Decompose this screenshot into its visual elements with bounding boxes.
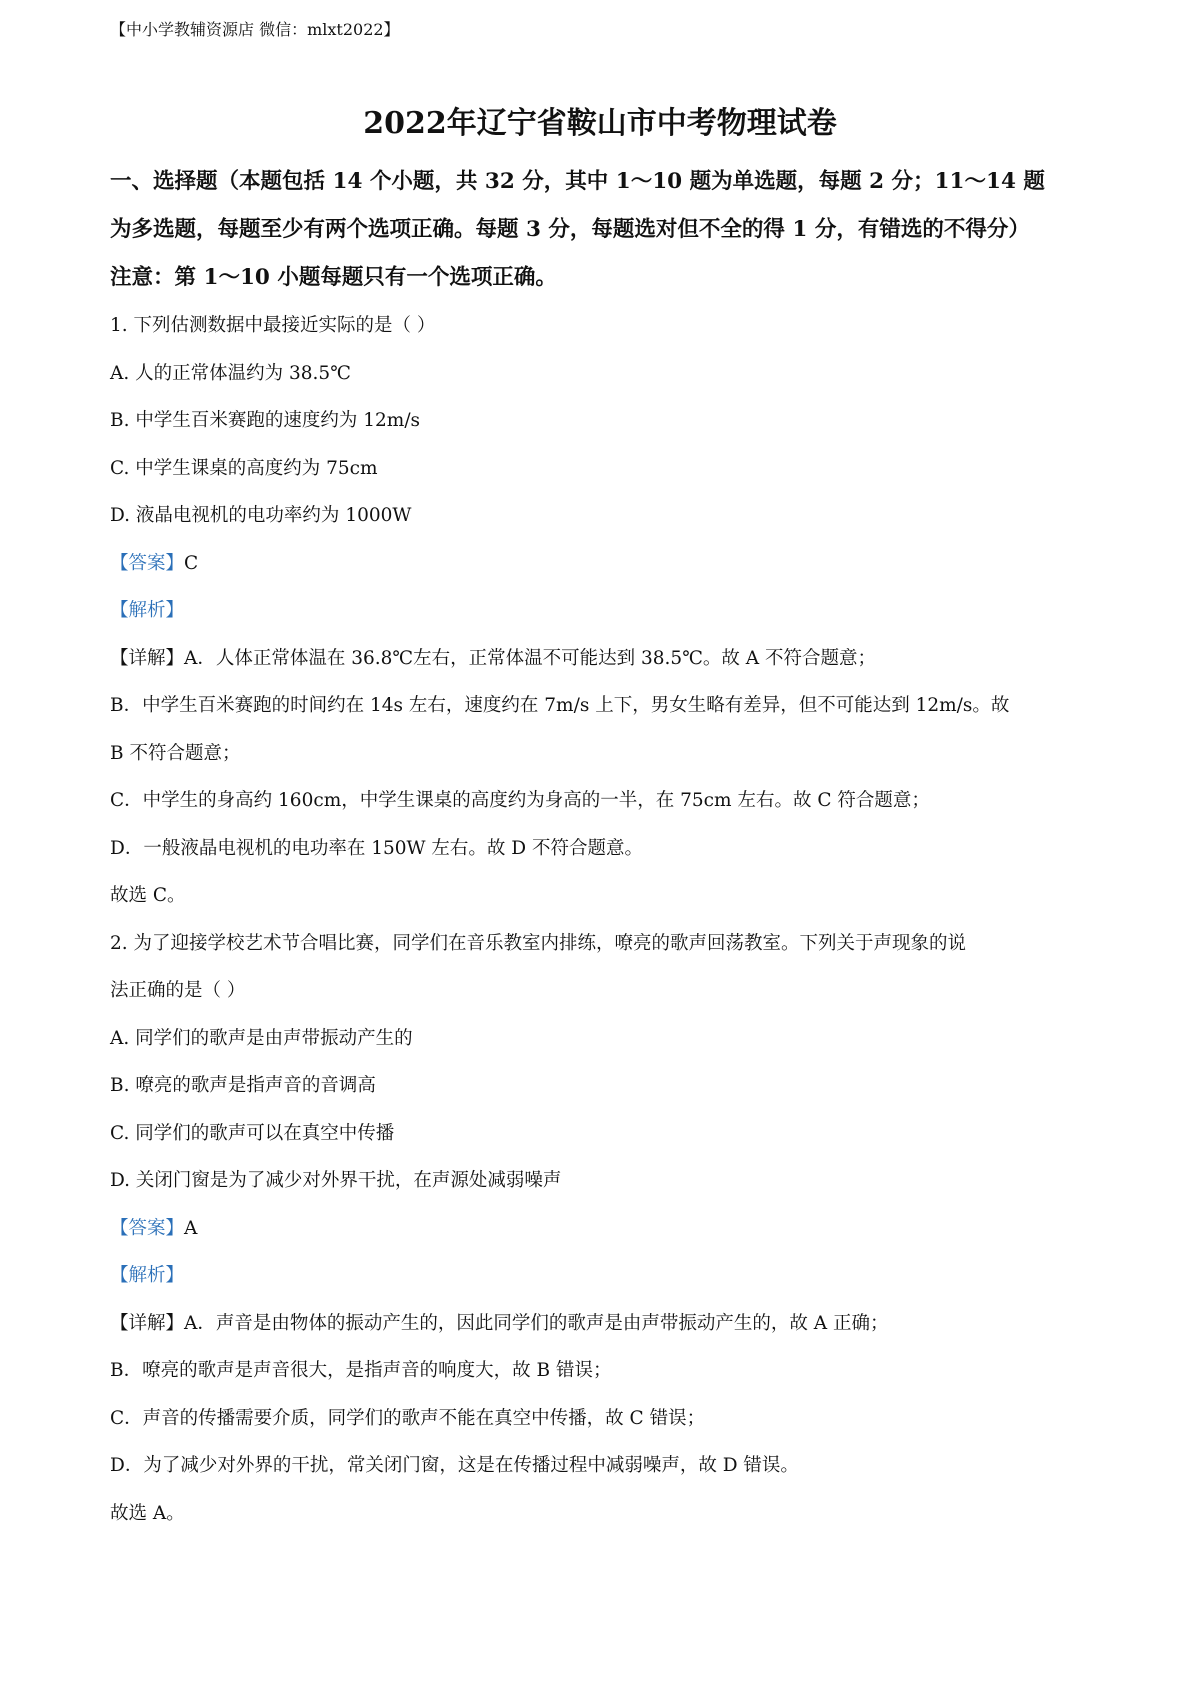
question-1 [110,302,1100,920]
option-d: D. 液晶电视机的电功率约为 1000W [110,505,412,526]
analysis-line [110,587,1100,635]
section-heading [110,158,1100,302]
answer-value: C [184,552,199,574]
detail-line: B．中学生百米赛跑的时间约在 14s 左右，速度约在 7m/s 上下，男女生略有差异，但不可能达到 12m/s。故 [110,695,1010,716]
detail-line: D．为了减少对外界的干扰，常关闭门窗，这是在传播过程中减弱噪声，故 D 错误。 [110,1455,799,1476]
detail-line: 【详解】A．人体正常体温在 36.8℃左右，正常体温不可能达到 38.5℃。故 A 不符合题意； [110,647,877,669]
option-a: A. 人的正常体温约为 38.5℃ [110,362,351,384]
answer-tag: 【答案】 [110,1217,185,1239]
question-2 [110,920,1100,1538]
detail-line: C．声音的传播需要介质，同学们的歌声不能在真空中传播，故 C 错误； [110,1407,706,1429]
detail-line: C．中学生的身高约 160cm，中学生课桌的高度约为身高的一半，在 75cm 左右。故 C 符合题意； [110,790,930,811]
answer-value: A [184,1217,198,1239]
section-note: 注意：第 1～10 小题每题只有一个选项正确。 [110,265,557,290]
question-stem-continued: 法正确的是（ ） [110,980,246,1001]
document-body [110,158,1100,1537]
answer-tag: 【答案】 [110,552,185,574]
conclusion-line: 故选 A。 [110,1502,185,1524]
option-b: B. 中学生百米赛跑的速度约为 12m/s [110,410,421,431]
answer-line [110,540,1100,588]
section-heading-line: 一、选择题（本题包括 14 个小题，共 32 分，其中 1～10 题为单选题，每题 2 分；11～14 题 [110,169,1045,194]
detail-line: 【详解】A．声音是由物体的振动产生的，因此同学们的歌声是由声带振动产生的，故 A 正确； [110,1312,889,1334]
header-note: 【中小学教辅资源店 微信：mlxt2022】 [110,20,400,39]
question-stem: 1. 下列估测数据中最接近实际的是（ ） [110,315,436,336]
analysis-line [110,1252,1100,1300]
detail-line: B．嘹亮的歌声是声音很大，是指声音的响度大，故 B 错误； [110,1360,612,1381]
option-c: C. 中学生课桌的高度约为 75cm [110,457,378,479]
question-stem: 2. 为了迎接学校艺术节合唱比赛，同学们在音乐教室内排练，嘹亮的歌声回荡教室。下列关于声现象的说 [110,932,967,954]
analysis-tag: 【解析】 [110,1265,185,1286]
option-c: C. 同学们的歌声可以在真空中传播 [110,1122,395,1144]
conclusion-line: 故选 C。 [110,885,186,906]
page-title: 2022年辽宁省鞍山市中考物理试卷 [363,106,837,141]
analysis-tag: 【解析】 [110,600,185,621]
detail-line: D．一般液晶电视机的电功率在 150W 左右。故 D 不符合题意。 [110,837,644,859]
section-heading-line: 为多选题，每题至少有两个选项正确。每题 3 分，每题选对但不全的得 1 分，有错选的不得分） [110,217,1030,242]
answer-line [110,1205,1100,1253]
option-a: A. 同学们的歌声是由声带振动产生的 [110,1027,413,1049]
option-d: D. 关闭门窗是为了减少对外界干扰，在声源处减弱噪声 [110,1170,562,1191]
detail-line: B 不符合题意； [110,742,241,764]
option-b: B. 嘹亮的歌声是指声音的音调高 [110,1075,376,1096]
